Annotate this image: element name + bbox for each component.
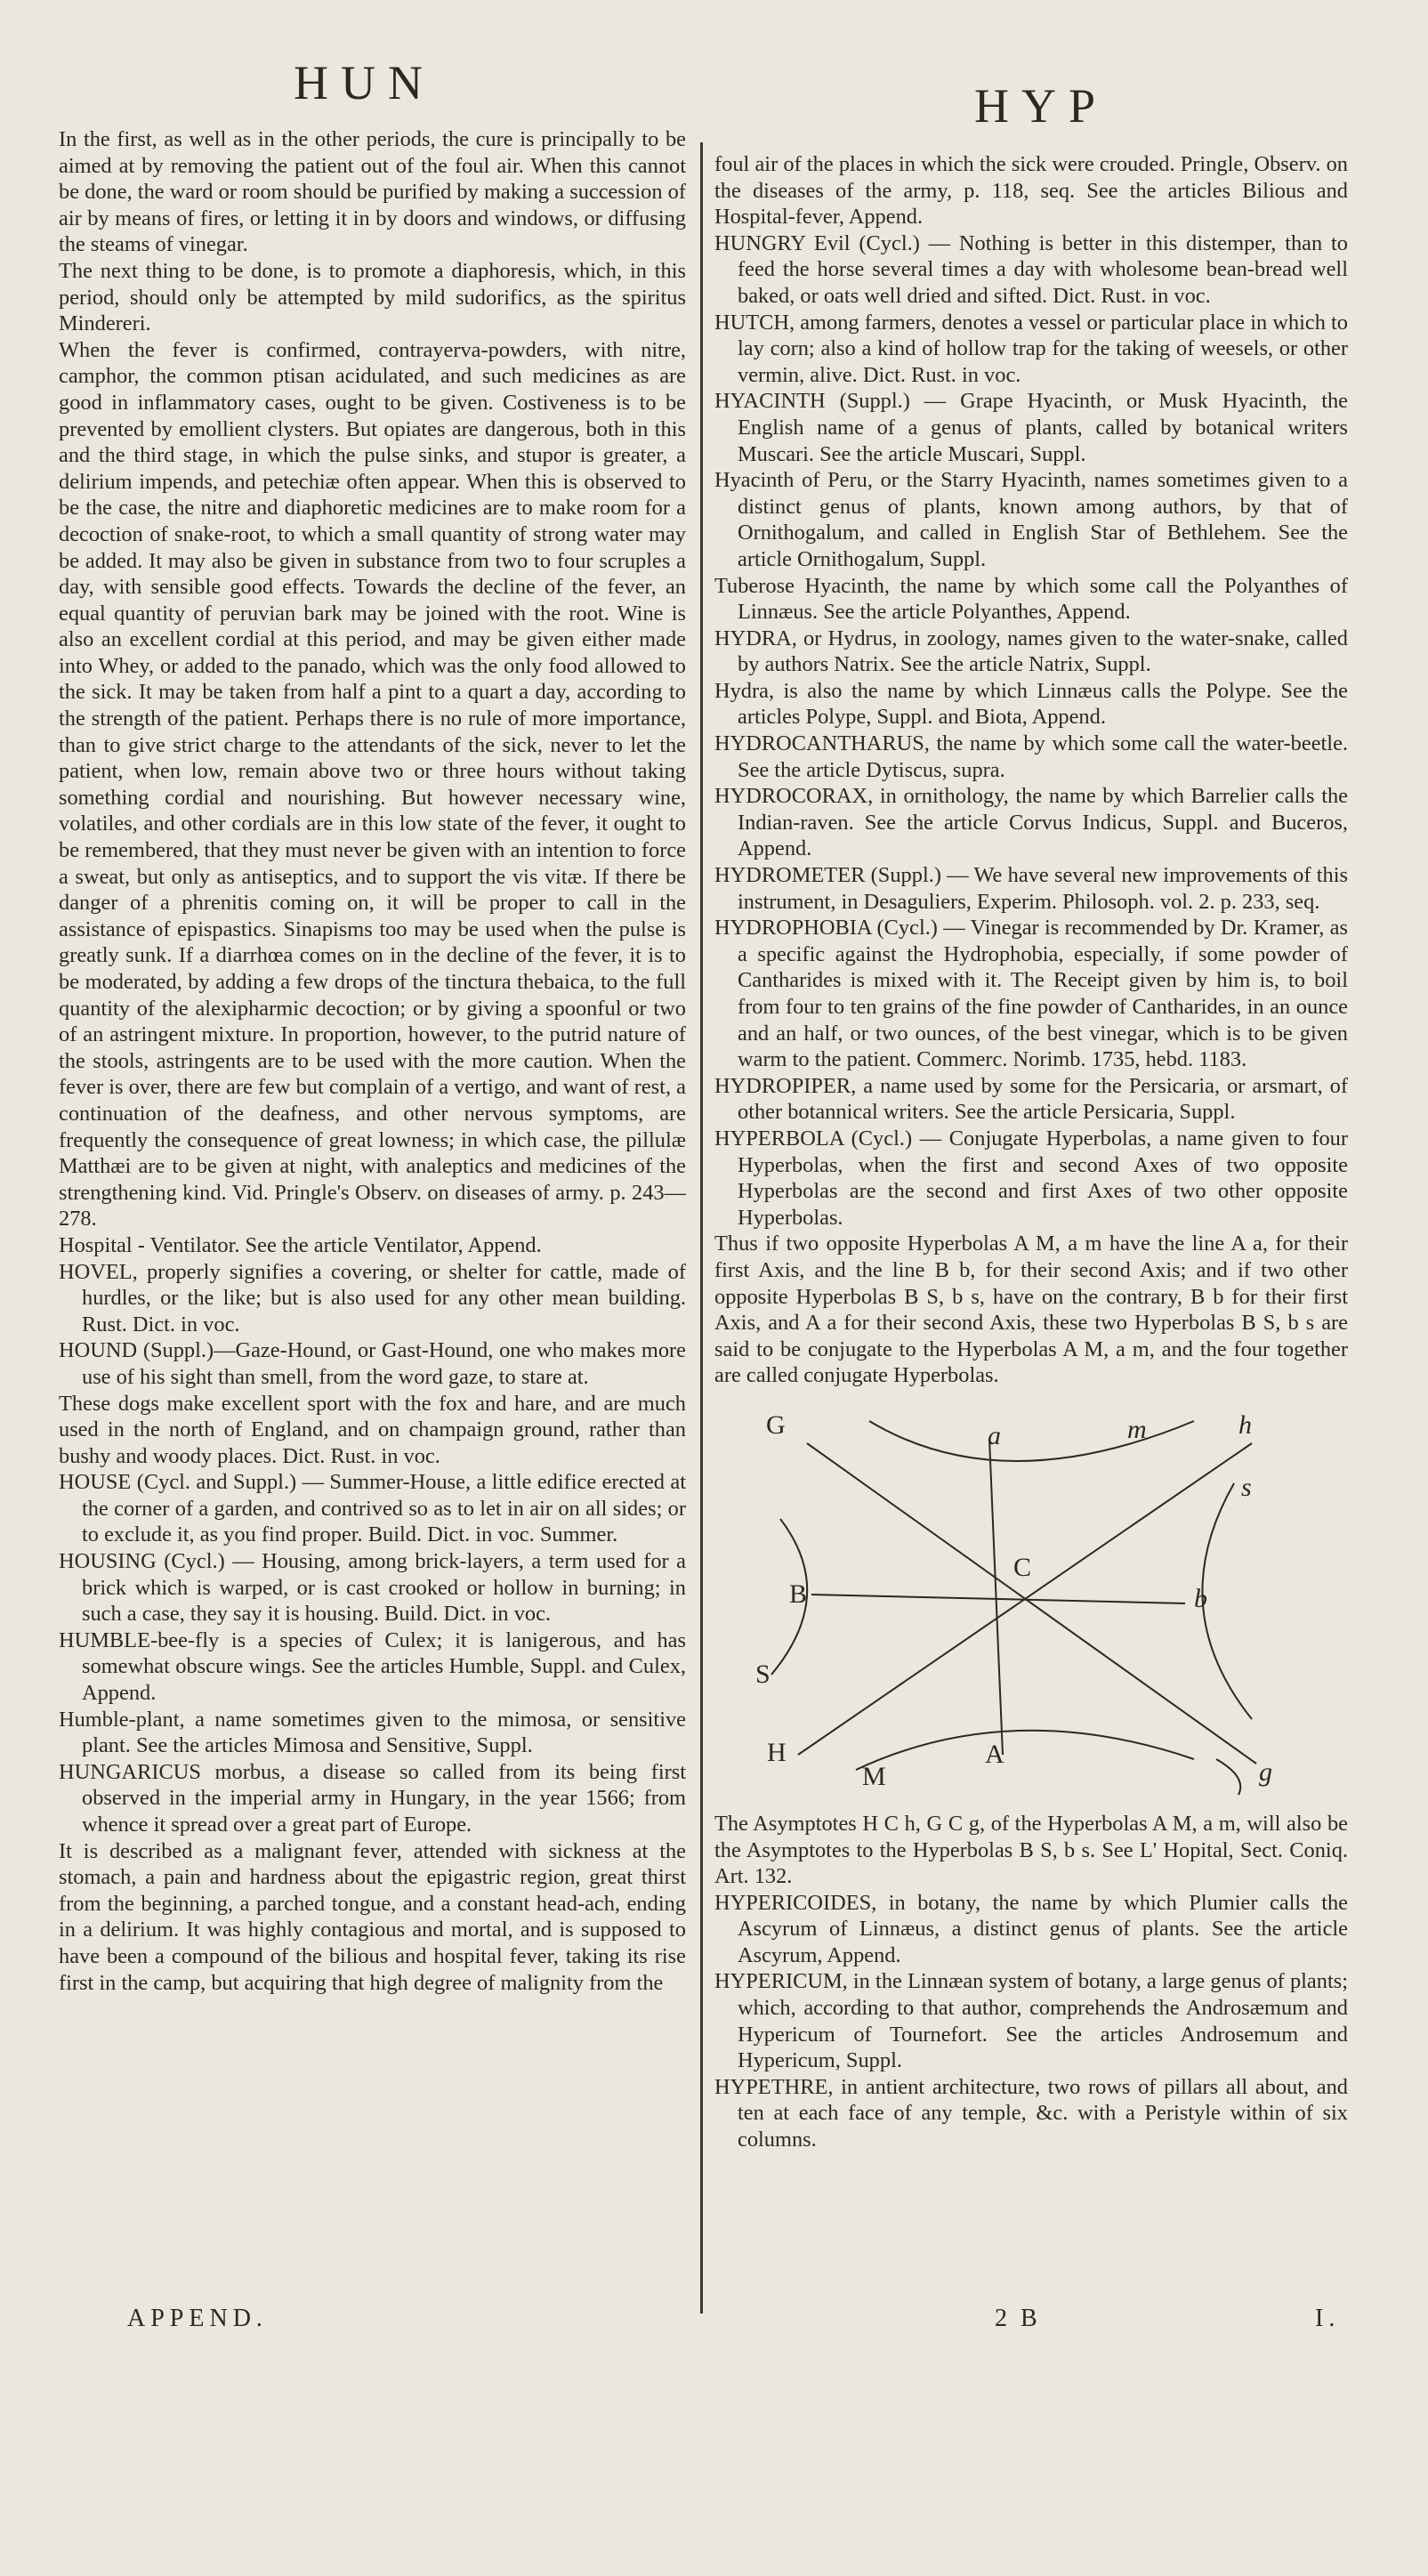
label-h: h [1238,1409,1252,1440]
entry: HYDRA, or Hydrus, in zoology, names given to the water-snake, called by authors Natrix. See the article Natrix, Suppl. [714,626,1348,677]
label-g: g [1259,1756,1272,1787]
paragraph: Thus if two opposite Hyperbolas A M, a m have the line A a, for their first Axis, and the line B b, for their second Axis; and if two other opposite Hyperbolas B S, b s, have on the contrary, B b for their first Axis, and A a for their second Axis, these two Hyperbolas B S, b s are said to be conjugate to the Hyperbolas A M, a m, and the four together are called conjugate Hyperbolas. [714,1231,1348,1388]
entry: Hyacinth of Peru, or the Starry Hyacinth, names sometimes given to a distinct genus of plants, known among authors, by that of Ornithogalum, and called in English Star of Bethlehem. See the article Ornithogalum, Suppl. [714,468,1348,571]
entry: HOUND (Suppl.)—Gaze-Hound, or Gast-Hound, one who makes more use of his sight than smell, from the word gaze, to stare at. [59,1338,686,1389]
label-s: s [1241,1472,1252,1502]
entry: HUNGRY Evil (Cycl.) — Nothing is better in this distemper, than to feed the horse several times a day with wholesome bean-bread well baked, or oats well dried and sifted. Dict. Rust. in voc. [714,230,1348,308]
entry: Humble-plant, a name sometimes given to the mimosa, or sensitive plant. See the articles Mimosa and Sensitive, Suppl. [59,1707,686,1758]
label-A: A [985,1739,1004,1769]
left-column [59,126,686,1996]
curl-g [1216,1759,1240,1795]
paragraph: foul air of the places in which the sick were crouded. Pringle, Observ. on the diseases of the army, p. 118, seq. See the articles Bilious and Hospital-fever, Append. [714,152,1348,230]
running-head-right: HYP [974,79,1109,133]
entry: HOUSE (Cycl. and Suppl.) — Summer-House, a little edifice erected at the corner of a garden, and contrived so as to let in air on all sides; or to exclude it, as you find proper. Build. Dict. in voc. Summer. [59,1470,686,1547]
signature-mark: 2 B [995,2305,1041,2332]
label-b: b [1194,1583,1207,1613]
paragraph: It is described as a malignant fever, attended with sickness at the stomach, a pain and hardness about the epigastric region, great thirst from the beginning, a parched tongue, and a constant head-ach, ending in a delirium. It was highly contagious and mortal, and is supposed to have been a compound of the bilious and hospital fever, taking its rise first in the camp, but acquiring that high degree of malignity from the [59,1838,686,1995]
label-B: B [789,1579,808,1609]
axis-Bb [811,1595,1185,1603]
entry: HYPETHRE, in antient architecture, two rows of pillars all about, and ten at each face of any temple, &c. with a Peristyle within of six columns. [714,2074,1348,2152]
entry: Tuberose Hyacinth, the name by which some call the Polyanthes of Linnæus. See the article Polyanthes, Append. [714,573,1348,625]
label-S: S [755,1659,770,1689]
entry: HOVEL, properly signifies a covering, or shelter for cattle, made of hurdles, or the like; but is also used for any other mean building. Rust. Dict. in voc. [59,1259,686,1336]
hyperbola-bs [1202,1483,1252,1719]
entry: HYDROPIPER, a name used by some for the Persicaria, or arsmart, of other botannical writers. See the article Persicaria, Suppl. [714,1073,1348,1125]
hyperbola-diagram [736,1403,1341,1804]
label-G: G [766,1409,786,1440]
entry: HYPERICOIDES, in botany, the name by which Plumier calls the Ascyrum of Linnæus, a distinct genus of plants. See the article Ascyrum, Append. [714,1890,1348,1967]
entry: Hospital - Ventilator. See the article Ventilator, Append. [59,1232,542,1257]
entry: HUMBLE-bee-fly is a species of Culex; it is lanigerous, and has somewhat obscure wings. See the articles Humble, Suppl. and Culex, Append. [59,1627,686,1706]
right-column [714,151,1348,2153]
axis-Aa [989,1439,1003,1755]
column-divider [700,142,703,2314]
entry: HYDROPHOBIA (Cycl.) — Vinegar is recommended by Dr. Kramer, as a specific against the Hydrophobia, especially, if some powder of Cantharides is mixed with it. The Receipt given by him is, to boil from four to ten grains of the fine powder of Cantharides, in an ounce and an half, or two ounces, of the best vinegar, which is to be given warm to the patient. Commerc. Norimb. 1735, hebd. 1183. [714,916,1348,1072]
hyperbola-figure [736,1403,1341,1804]
paragraph: In the first, as well as in the other periods, the cure is principally to be aimed at by removing the patient out of the foul air. When this cannot be done, the ward or room should be purified by making a succession of air by means of fires, or letting it in by doors and windows, or diffusing the steams of vinegar. [59,127,686,257]
paragraph: When the fever is confirmed, contrayerva-powders, with nitre, camphor, the common ptisan acidulated, and such medicines as are good in inflammatory cases, ought to be given. Costiveness is to be prevented by emollient clysters. But opiates are dangerous, both in this and the third stage, in which the pulse sinks, and stupor is greater, a delirium impends, and petechiæ often appear. When this is observed to be the case, the nitre and diaphoretic medicines are to make room for a decoction of snake-root, to which a small quantity of strong water may be added. It may also be given in substance from two to four scruples a day, with sensible good effects. Towards the decline of the fever, an equal quantity of peruvian bark may be joined with the root. Wine is also an excellent cordial at this period, and may be given either made into Whey, or added to the panado, which was the only food allowed to the sick. It may be taken from half a pint to a quart a day, according to the strength of the patient. Perhaps there is no rule of more importance, than to give strict charge to the attendants of the sick, never to let the patient, when low, remain above two or three hours without taking something cordial and nourishing. But however necessary wine, volatiles, and other cordials are in this low state of the fever, it ought to be remembered, that they must never be given with an intention to force a sweat, but only as antiseptics, and to support the vis vitæ. If there be danger of a phrenitis coming on, it will be proper to call in the assistance of epispastics. Sinapisms too may be used when the pulse is greatly sunk. If a diarrhœa comes on in the decline of the fever, it is to be moderated, by adding a few drops of the tinctura thebaica, to the full quantity of the alexipharmic decoction; or by giving a spoonful or two of an astringent mixture. In proportion, however, to the putrid nature of the stools, astringents are to be used with the more caution. When the fever is over, there are few but complain of a vertigo, and want of rest, a continuation of the deafness, and other nervous symptoms, are frequently the consequence of great lowness; in which case, the pillulæ Matthæi are to be given at night, with analeptics and medicines of the strengthening kind. Vid. Pringle's Observ. on diseases of army. p. 243—278. [59,337,686,1231]
paragraph: These dogs make excellent sport with the fox and hare, and are much used in the north of England, and on champaign ground, rather than bushy and woody places. Dict. Rust. in voc. [59,1391,686,1468]
asymptote-GCg [807,1443,1256,1764]
label-H: H [767,1737,787,1767]
entry: HYACINTH (Suppl.) — Grape Hyacinth, or Musk Hyacinth, the English name of a genus of plants, called by botanical writers Muscari. See the article Muscari, Suppl. [714,389,1348,466]
entry: HYDROMETER (Suppl.) — We have several new improvements of this instrument, in Desaguliers, Experim. Philosoph. vol. 2. p. 233, seq. [714,863,1348,914]
label-M: M [862,1761,886,1791]
running-head-left: HUN [294,56,435,109]
entry: HYDROCANTHARUS, the name by which some call the water-beetle. See the article Dytiscus, supra. [714,731,1348,782]
paragraph: The next thing to be done, is to promote a diaphoresis, which, in this period, should only be attempted by mild sudorifics, as the spiritus Mindereri. [59,258,686,336]
entry: HYDROCORAX, in ornithology, the name by which Barrelier calls the Indian-raven. See the article Corvus Indicus, Suppl. and Buceros, Append. [714,784,1348,861]
paragraph: The Asymptotes H C h, G C g, of the Hyperbolas A M, a m, will also be the Asymptotes to the Hyperbolas B S, b s. See L' Hopital, Sect. Coniq. Art. 132. [714,1811,1348,1889]
entry: Hydra, is also the name by which Linnæus calls the Polype. See the articles Polype, Suppl. and Biota, Append. [714,678,1348,730]
entry: HYPERBOLA (Cycl.) — Conjugate Hyperbolas, a name given to four Hyperbolas, when the first and second Axes of two opposite Hyperbolas are the second and first Axes of two other opposite Hyperbolas. [714,1126,1348,1230]
label-a: a [988,1420,1001,1450]
catchword-append: APPEND. [127,2305,268,2332]
label-C: C [1013,1552,1032,1582]
page-letter: I. [1315,2305,1341,2332]
entry: HOUSING (Cycl.) — Housing, among brick-layers, a term used for a brick which is warped, or is cast crooked or hollow in burning; in such a case, they say it is housing. Build. Dict. in voc. [59,1549,686,1627]
hyperbola-AM [856,1731,1194,1770]
entry: HUTCH, among farmers, denotes a vessel or particular place in which to lay corn; also a kind of hollow trap for the taking of weesels, or other vermin, alive. Dict. Rust. in voc. [714,310,1348,387]
entry: HUNGARICUS morbus, a disease so called from its being first observed in the imperial army in Hungary, in the year 1566; from whence it spread over a great part of Europe. [59,1759,686,1837]
label-m: m [1127,1414,1147,1444]
entry: HYPERICUM, in the Linnæan system of botany, a large genus of plants; which, according to that author, comprehends the Androsæmum and Hypericum of Tournefort. See the articles Androsemum and Hypericum, Suppl. [714,1969,1348,2073]
